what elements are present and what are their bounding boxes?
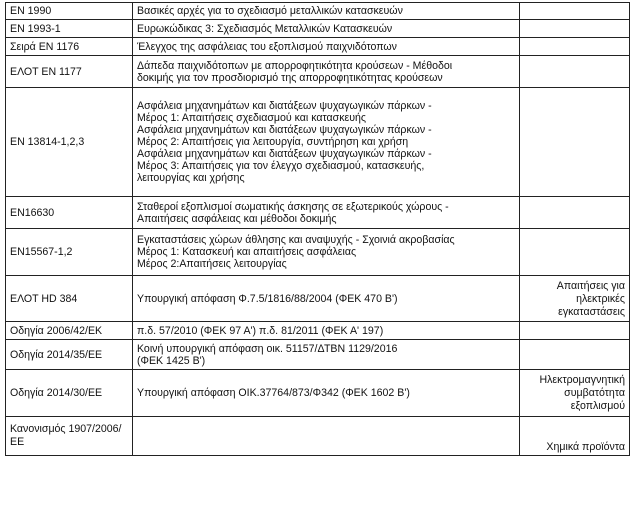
description-line: π.δ. 57/2010 (ΦΕΚ 97 Α') π.δ. 81/2011 (ΦΕΚ Α' 197) [137,324,384,337]
note-cell [520,3,630,20]
standards-table [5,2,630,456]
standard-code-cell: EN 1993-1 [6,20,133,38]
description-cell [133,56,520,88]
table-row [6,88,630,197]
description-line: Κοινή υπουργική απόφαση οικ. 51157/ΔΤΒΝ 1129/2016 [137,342,398,355]
description-line: Έλεγχος της ασφάλειας του εξοπλισμού παιχνιδότοπων [137,40,397,53]
table-row [6,197,630,229]
description-line: Ασφάλεια μηχανημάτων και διατάξεων ψυχαγωγικών πάρκων - [137,148,432,160]
table-row [6,229,630,276]
description-line: Μέρος 2:Απαιτήσεις λειτουργίας [137,258,287,270]
note-cell: Χημικά προϊόντα [520,417,630,456]
description-line: Μέρος 2: Απαιτήσεις για λειτουργία, συντήρηση και χρήση [137,136,409,148]
description-cell [133,3,520,20]
standards-table-body [6,3,630,456]
description-line: Δάπεδα παιχνιδότοπων με απορροφητικότητα κρούσεων - Μέθοδοι [137,59,453,72]
standard-code-cell: Οδηγία 2006/42/ΕΚ [6,322,133,340]
standard-code-cell: Κανονισμός 1907/2006/ΕΕ [6,417,133,456]
table-row [6,3,630,20]
description-line: Υπουργική απόφαση ΟΙΚ.37764/873/Φ342 (ΦΕΚ 1602 Β') [137,387,410,399]
table-row [6,417,630,456]
description-cell [133,197,520,229]
note-cell [520,197,630,229]
note-cell [520,229,630,276]
description-cell [133,370,520,417]
description-line: Εγκαταστάσεις χώρων άθλησης και αναψυχής - Σχοινιά ακροβασίας [137,234,455,246]
standard-code-cell: EN15567-1,2 [6,229,133,276]
description-cell [133,20,520,38]
description-cell [133,38,520,56]
note-cell [520,322,630,340]
description-cell [133,417,520,456]
note-cell [520,56,630,88]
note-cell: Απαιτήσεις για ηλεκτρικές εγκαταστάσεις [520,276,630,322]
description-cell [133,340,520,370]
description-line: λειτουργίας και χρήσης [137,172,245,184]
description-line: Υπουργική απόφαση Φ.7.5/1816/88/2004 (ΦΕΚ 470 Β') [137,292,398,305]
description-cell [133,322,520,340]
standard-code-cell: Οδηγία 2014/30/ΕΕ [6,370,133,417]
description-line: Βασικές αρχές για το σχεδιασμό μεταλλικών κατασκευών [137,5,403,17]
standard-code-cell: ΕΛΟΤ HD 384 [6,276,133,322]
standard-code-cell: EN16630 [6,197,133,229]
note-cell [520,20,630,38]
description-line: Ασφάλεια μηχανημάτων και διατάξεων ψυχαγωγικών πάρκων - [137,124,432,136]
table-row [6,56,630,88]
description-cell [133,276,520,322]
standard-code-cell: ΕΛΟΤ EN 1177 [6,56,133,88]
description-line: Σταθεροί εξοπλισμοί σωματικής άσκησης σε εξωτερικούς χώρους - [137,200,449,213]
note-cell: Ηλεκτρομαγνητική συμβατότητα εξοπλισμού [520,370,630,417]
description-line: Μέρος 1: Απαιτήσεις σχεδιασμού και κατασκευής [137,112,367,124]
table-row [6,38,630,56]
description-cell [133,229,520,276]
note-cell [520,88,630,197]
standard-code-cell: Σειρά EN 1176 [6,38,133,56]
standard-code-cell: EN 13814-1,2,3 [6,88,133,197]
table-row [6,340,630,370]
description-line: Απαιτήσεις ασφάλειας και μέθοδοι δοκιμής [137,212,337,225]
description-cell [133,88,520,197]
table-row [6,20,630,38]
description-line: (ΦΕΚ 1425 Β') [137,354,206,367]
description-line: Ευρωκώδικας 3: Σχεδιασμός Μεταλλικών Κατασκευών [137,22,393,35]
description-line: δοκιμής για τον προσδιορισμό της απορροφητικότητας κρούσεων [137,71,443,84]
table-row [6,276,630,322]
standard-code-cell: Οδηγία 2014/35/ΕΕ [6,340,133,370]
note-cell [520,340,630,370]
description-line: Ασφάλεια μηχανημάτων και διατάξεων ψυχαγωγικών πάρκων - [137,100,432,112]
table-row [6,370,630,417]
standard-code-cell: EN 1990 [6,3,133,20]
description-line: Μέρος 1: Κατασκευή και απαιτήσεις ασφάλειας [137,246,357,258]
table-row [6,322,630,340]
note-cell [520,38,630,56]
description-line: Μέρος 3: Απαιτήσεις για τον έλεγχο σχεδιασμού, κατασκευής, [137,160,425,172]
